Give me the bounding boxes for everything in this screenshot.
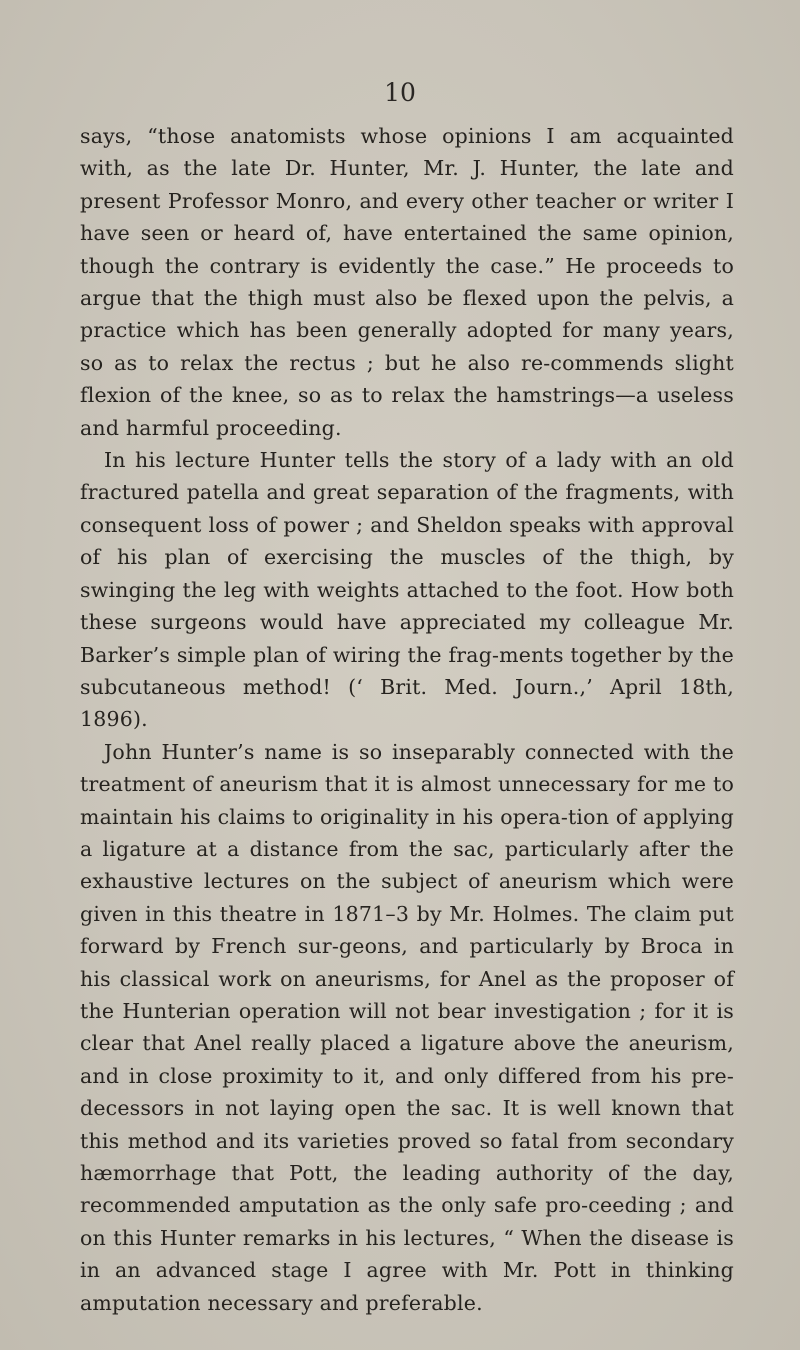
paragraph-1: says, “those anatomists whose opinions I am acquainted with, as the late Dr. Hunter, Mr. J. Hunter, the late and present Professor Monro, and every other teacher or writer I have seen or heard of, have entertained the same opinion, though the contrary is evidently the case.” He proceeds to argue that the thigh must also be flexed upon the pelvis, a practice which has been generally adopted for many years, so as to relax the rectus ; but he also re-commends slight flexion of the knee, so as to relax the hamstrings—a useless and harmful proceeding. [80, 124, 734, 440]
body-text [80, 120, 734, 1319]
page-number: 10 [384, 78, 416, 107]
paragraph-2: In his lecture Hunter tells the story of a lady with an old fractured patella and great separation of the fragments, with consequent loss of power ; and Sheldon speaks with approval of his plan of exercising the muscles of the thigh, by swinging the leg with weights attached to the foot. How both these surgeons would have appreciated my colleague Mr. Barker’s simple plan of wiring the frag-ments together by the subcutaneous method! (‘ Brit. Med. Journ.,’ April 18th, 1896). [80, 448, 734, 732]
paragraph-3: John Hunter’s name is so inseparably connected with the treatment of aneurism that it is almost unnecessary for me to maintain his claims to originality in his opera-tion of applying a ligature at a distance from the sac, particularly after the exhaustive lectures on the subject of aneurism which were given in this theatre in 1871–3 by Mr. Holmes. The claim put forward by French sur-geons, and particularly by Broca in his classical work on aneurisms, for Anel as the proposer of the Hunterian operation will not bear investigation ; for it is clear that Anel really placed a ligature above the aneurism, and in close proximity to it, and only differed from his pre-decessors in not laying open the sac. It is well known that this method and its varieties proved so fatal from secondary hæmorrhage that Pott, the leading authority of the day, recommended amputation as the only safe pro-ceeding ; and on this Hunter remarks in his lectures, “ When the disease is in an advanced stage I agree with Mr. Pott in thinking amputation necessary and preferable. [80, 739, 734, 1315]
